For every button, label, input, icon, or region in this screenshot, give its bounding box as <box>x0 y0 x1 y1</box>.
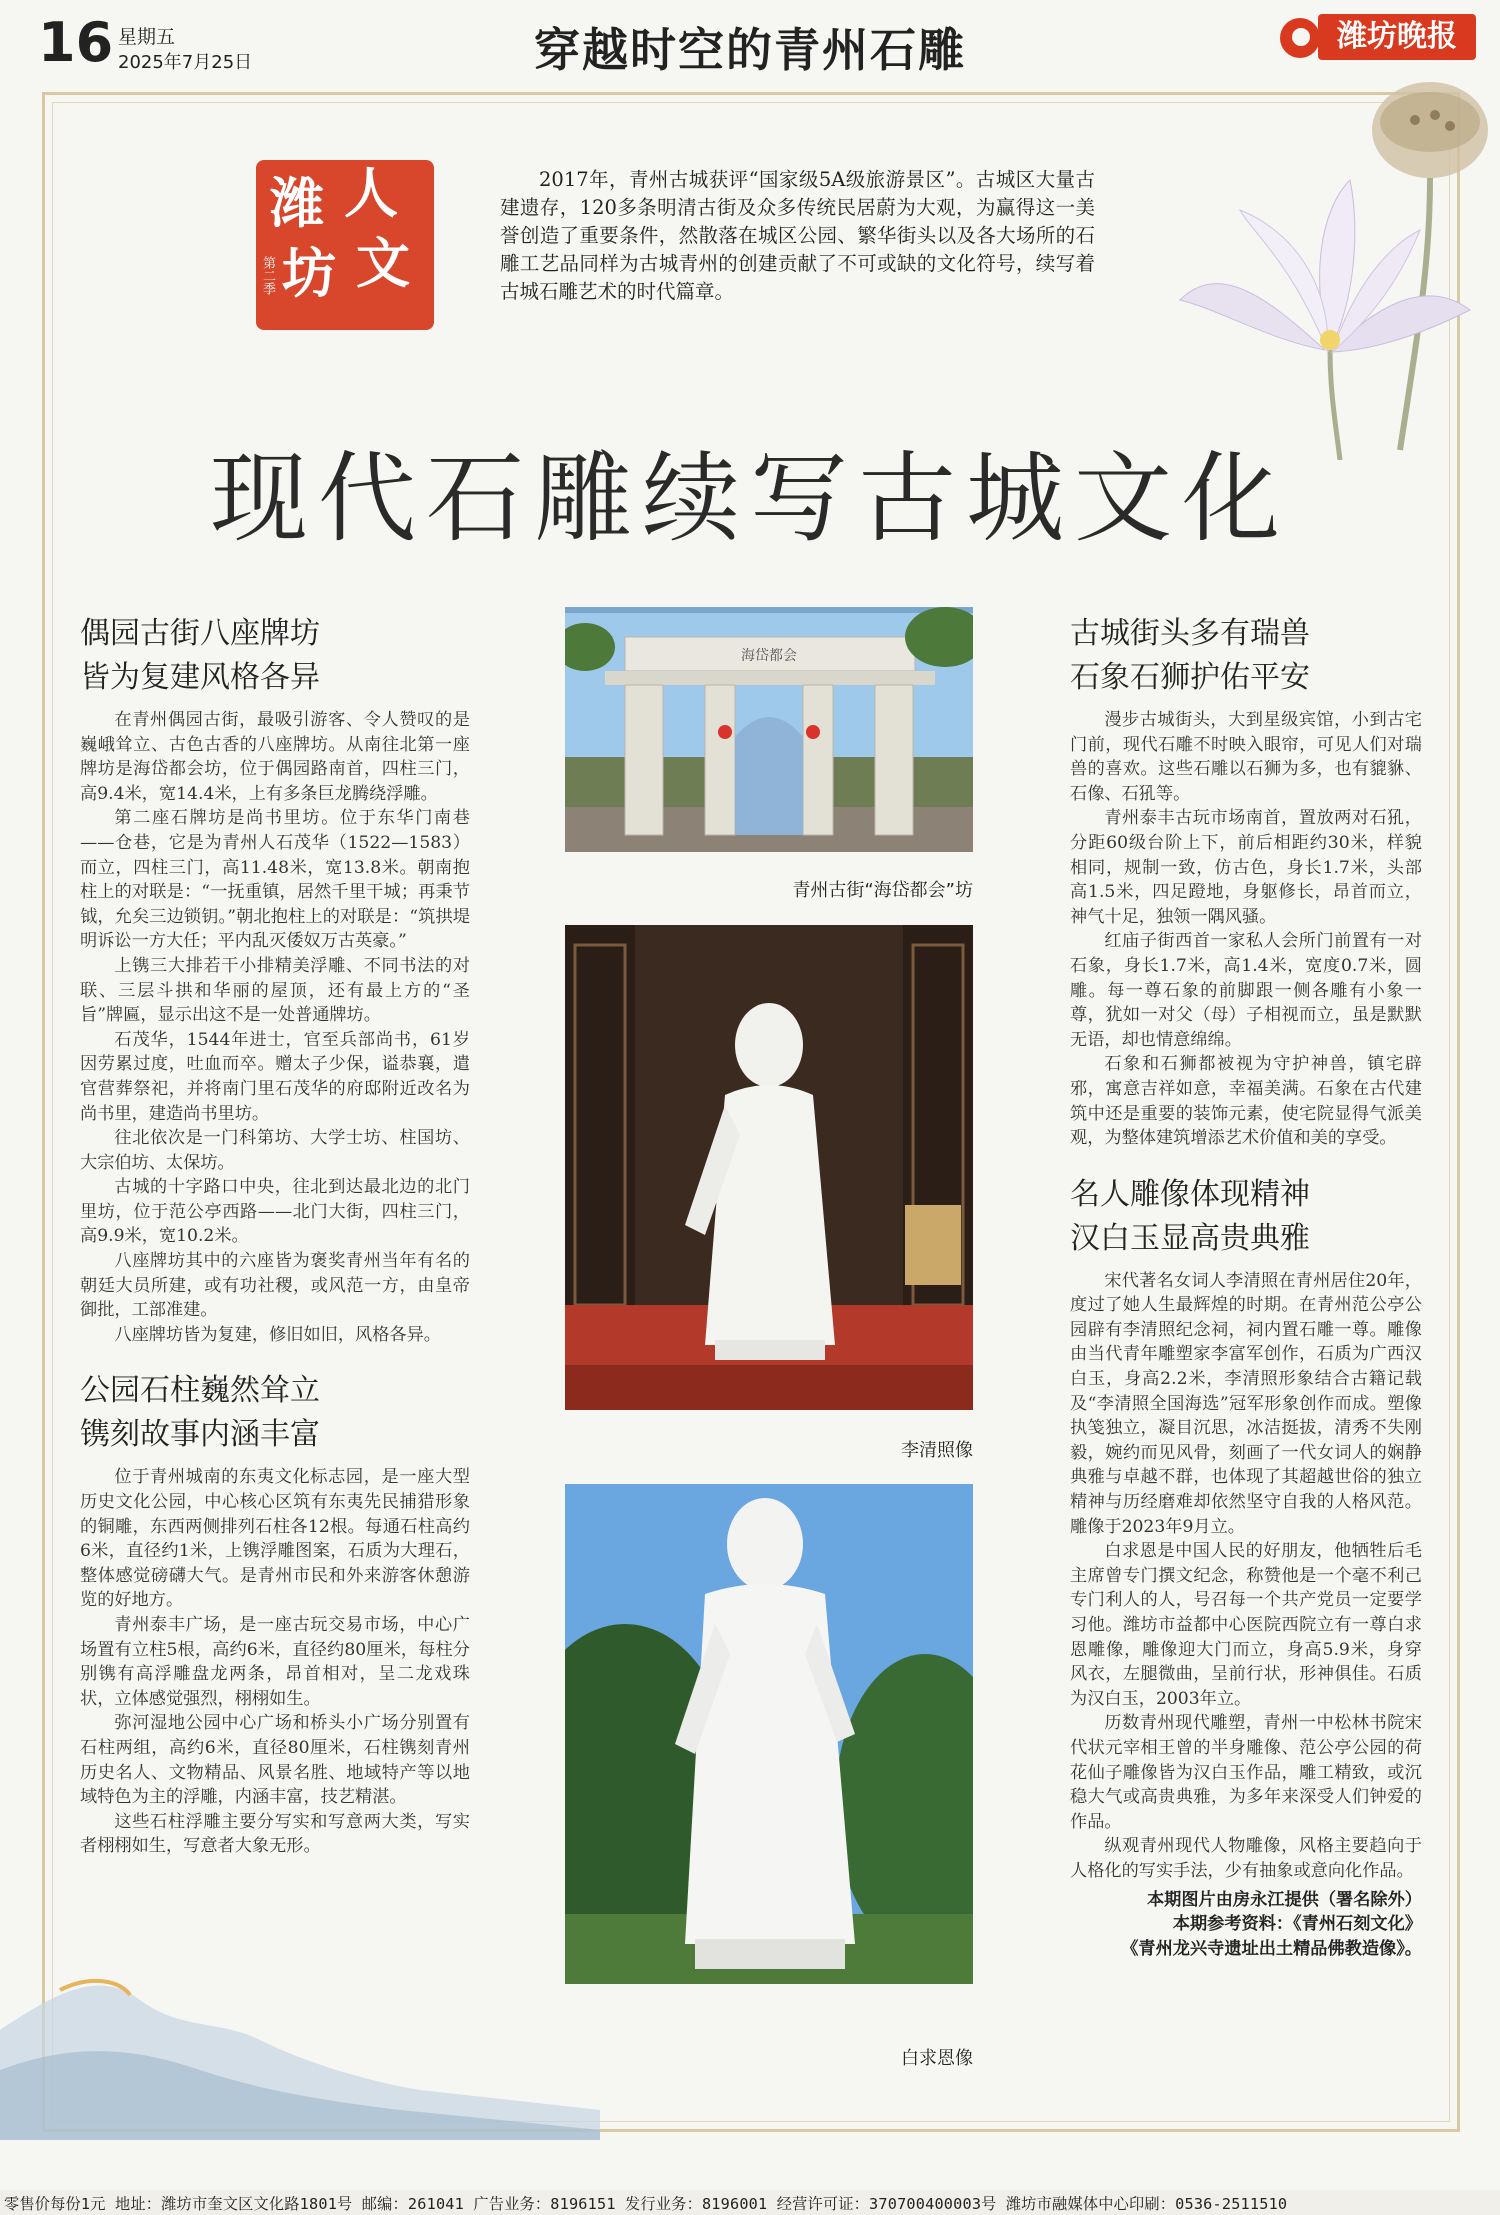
paragraph: 往北依次是一门科第坊、大学士坊、柱国坊、大宗伯坊、太保坊。 <box>80 1128 470 1173</box>
paragraph: 八座牌坊其中的六座皆为褒奖青州当年有名的朝廷大员所建，或有功社稷，或风范一方，由皇帝御批，工部准建。 <box>80 1251 470 1321</box>
section-heading-line2: 皆为复建风格各异 <box>80 660 320 695</box>
seal-season-label: 第二季 <box>260 256 275 295</box>
intro-text: 2017年，青州古城获评“国家级5A级旅游景区”。古城区大量古建遗存，120多条明清古街及众多传统民居蔚为大观，为赢得这一美誉创造了重要条件，然散落在城区公园、繁华街头以及各大场所的石雕工艺品同样为古城青州的创建贡献了不可或缺的文化符号，续写着古城石雕艺术的时代篇章。 <box>500 168 1095 303</box>
paragraph: 漫步古城街头，大到星级宾馆，小到古宅门前，现代石雕不时映入眼帘，可见人们对瑞兽的喜欢。这些石雕以石狮为多，也有貔貅、石像、石犼等。 <box>1070 710 1422 804</box>
page-number: 16 <box>38 11 114 74</box>
paragraph: 在青州偶园古街，最吸引游客、令人赞叹的是巍峨耸立、古色古香的八座牌坊。从南往北第一座牌坊是海岱都会坊，位于偶园路南首，四柱三门，高9.4米，宽14.4米，上有多条巨龙腾绕浮雕。 <box>80 710 470 804</box>
section-heading-line1: 名人雕像体现精神 <box>1070 1176 1310 1212</box>
photo-statue-li-qingzhao <box>565 925 973 1410</box>
archway-inscription: 海岱都会 <box>741 648 797 664</box>
section-title: 穿越时空的青州石雕 <box>534 23 966 77</box>
paragraph: 红庙子街西首一家私人会所门前置有一对石象，身长1.7米，高1.4米，宽度0.7米，圆雕。每一尊石象的前脚跟一侧各雕有小象一尊，犹如一对父（母）子相视而立，虽是默默无语，却也情意绵绵。 <box>1070 931 1422 1050</box>
right-column <box>1070 612 1422 1961</box>
photo-caption: 白求恩像 <box>901 2048 973 2069</box>
credit-photos: 本期图片由房永江提供（署名除外） <box>1146 1889 1422 1910</box>
paragraph: 青州泰丰广场，是一座古玩交易市场，中心广场置有立柱5根，高约6米，直径约80厘米，每柱分别镌有高浮雕盘龙两条，昂首相对，呈二龙戏珠状，立体感觉强烈，栩栩如生。 <box>80 1615 470 1709</box>
paragraph: 青州泰丰古玩市场南首，置放两对石犼，分距60级台阶上下，前后相距约30米，样貌相同，规制一致，仿古色，身长1.7米，头部高1.5米，四足蹬地，身躯修长，昂首而立，神气十足，独领一隅风骚。 <box>1070 808 1422 927</box>
paragraph: 第二座石牌坊是尚书里坊。位于东华门南巷——仓巷，它是为青州人石茂华（1522—1583）而立，四柱三门，高11.48米，宽13.8米。朝南抱柱上的对联是：“一抚重镇，居然千里干城；再秉节钺，允矣三边锁钥。”朝北抱柱上的对联是：“筑拱堤明诉讼一方大任；平内乱灭倭奴万古英豪。” <box>80 808 470 952</box>
article-body <box>1070 1269 1422 1884</box>
logo-text: 潍坊晚报 <box>1318 14 1476 60</box>
lotus-illustration <box>1100 60 1500 460</box>
photo-archway <box>565 607 973 852</box>
credit-references-cont: 《青州龙兴寺遗址出土精品佛教造像》。 <box>1121 1938 1422 1959</box>
paragraph: 古城的十字路口中央，往北到达最北边的北门里坊，位于范公亭西路——北门大街，四柱三门，高9.9米，宽10.2米。 <box>80 1177 470 1247</box>
section-heading-line2: 汉白玉显高贵典雅 <box>1070 1220 1310 1256</box>
footer-info: 零售价每份1元 地址：潍坊市奎文区文化路1801号 邮编：261041 广告业务：8196151 发行业务：8196001 经营许可证：370700400003号 潍坊市融媒体中心印刷：0536-2511510 <box>4 2195 1288 2213</box>
paragraph: 位于青州城南的东夷文化标志园，是一座大型历史文化公园，中心核心区筑有东夷先民捕猎形象的铜雕，东西两侧排列石柱各12根。每通石柱高约6米，直径约1米，上镌浮雕图案，石质为大理石，整体感觉磅礴大气。是青州市民和外来游客休憩游览的好地方。 <box>80 1467 470 1611</box>
paragraph: 八座牌坊皆为复建，修旧如旧，风格各异。 <box>114 1324 441 1345</box>
mountain-illustration <box>0 1880 600 2140</box>
paragraph: 这些石柱浮雕主要分写实和写意两大类，写实者栩栩如生，写意者大象无形。 <box>80 1811 470 1857</box>
seal-char-4: 文 <box>356 231 410 295</box>
section-heading-line2: 镌刻故事内涵丰富 <box>80 1417 320 1453</box>
paragraph: 石茂华，1544年进士，官至兵部尚书，61岁因劳累过度，吐血而卒。赠太子少保，谥恭襄，遣官营葬祭祀，并将南门里石茂华的府邸附近改名为尚书里，建造尚书里坊。 <box>80 1029 470 1124</box>
intro-paragraph <box>500 166 1095 306</box>
section-heading-line1: 公园石柱巍然耸立 <box>80 1373 320 1409</box>
newspaper-logo <box>1280 14 1476 60</box>
article-body <box>80 708 470 1347</box>
paragraph: 白求恩是中国人民的好朋友，他牺牲后毛主席曾专门撰文纪念，称赞他是一个毫不利己专门利人的人，号召每一个共产党员一定要学习他。潍坊市益都中心医院西院立有一尊白求恩雕像，雕像迎大门而立，身高5.9米，身穿风衣，左腿微曲，呈前行状，形神俱佳。石质为汉白玉，2003年立。 <box>1070 1541 1422 1709</box>
article-body <box>1070 708 1422 1151</box>
section-heading-line1: 古城街头多有瑞兽 <box>1070 616 1310 651</box>
weekday: 星期五 <box>118 26 176 48</box>
logo-mark-icon <box>1280 18 1320 58</box>
paragraph: 弥河湿地公园中心广场和桥头小广场分别置有石柱两组，高约6米，直径80厘米，石柱镌刻青州历史名人、文物精品、风景名胜、地域特产等以地域特色为主的浮雕，内涵丰富，技艺精湛。 <box>80 1713 470 1808</box>
seal-char-3: 坊 <box>282 241 336 305</box>
paragraph: 历数青州现代雕塑，青州一中松林书院宋代状元宰相王曾的半身雕像、范公亭公园的荷花仙子雕像皆为汉白玉作品，雕工精致，或沉稳大气或高贵典雅，为多年来深受人们钟爱的作品。 <box>1070 1713 1422 1832</box>
paragraph: 纵观青州现代人物雕像，风格主要趋向于人格化的写实手法，少有抽象或意向化作品。 <box>1070 1836 1422 1881</box>
headline: 现代石雕续写古城文化 <box>209 442 1290 556</box>
seal-char-1: 潍 <box>270 171 324 235</box>
photo-caption: 李清照像 <box>901 1440 973 1461</box>
section-heading-line1: 偶园古街八座牌坊 <box>80 616 320 651</box>
paragraph: 上镌三大排若干小排精美浮雕、不同书法的对联、三层斗拱和华丽的屋顶，还有最上方的“圣旨”牌匾，显示出这不是一处普通牌坊。 <box>80 955 470 1026</box>
section-heading-line2: 石象石狮护佑平安 <box>1070 660 1310 695</box>
photo-caption: 青州古街“海岱都会”坊 <box>792 880 973 901</box>
left-column <box>80 612 470 1859</box>
credit-references: 本期参考资料：《青州石刻文化》 <box>1172 1914 1422 1935</box>
paragraph: 石象和石狮都被视为守护神兽，镇宅辟邪，寓意吉祥如意，幸福美满。石象在古代建筑中还是重要的装饰元素，使宅院显得气派美观，为整体建筑增添艺术价值和美的享受。 <box>1070 1054 1422 1149</box>
credits <box>1070 1888 1422 1962</box>
column-seal <box>256 160 434 330</box>
issue-date: 2025年7月25日 <box>118 52 253 73</box>
article-body <box>80 1465 470 1859</box>
photo-statue-bethune <box>565 1484 973 1984</box>
paragraph: 宋代著名女词人李清照在青州居住20年，度过了她人生最辉煌的时期。在青州范公亭公园辟有李清照纪念祠，祠内置石雕一尊。雕像由当代青年雕塑家李富军创作，石质为广西汉白玉，身高2.2米，李清照形象结合古籍记载及“李清照全国海选”冠军形象创作而成。塑像执笺独立，凝目沉思，冰洁挺拔，清秀不失刚毅，婉约而见风骨，刻画了一代女词人的娴静典雅与卓越不群，也体现了其超越世俗的独立精神与历经磨难却依然坚守自我的人格风范。雕像于2023年9月立。 <box>1070 1270 1422 1537</box>
seal-char-2: 人 <box>344 161 398 225</box>
